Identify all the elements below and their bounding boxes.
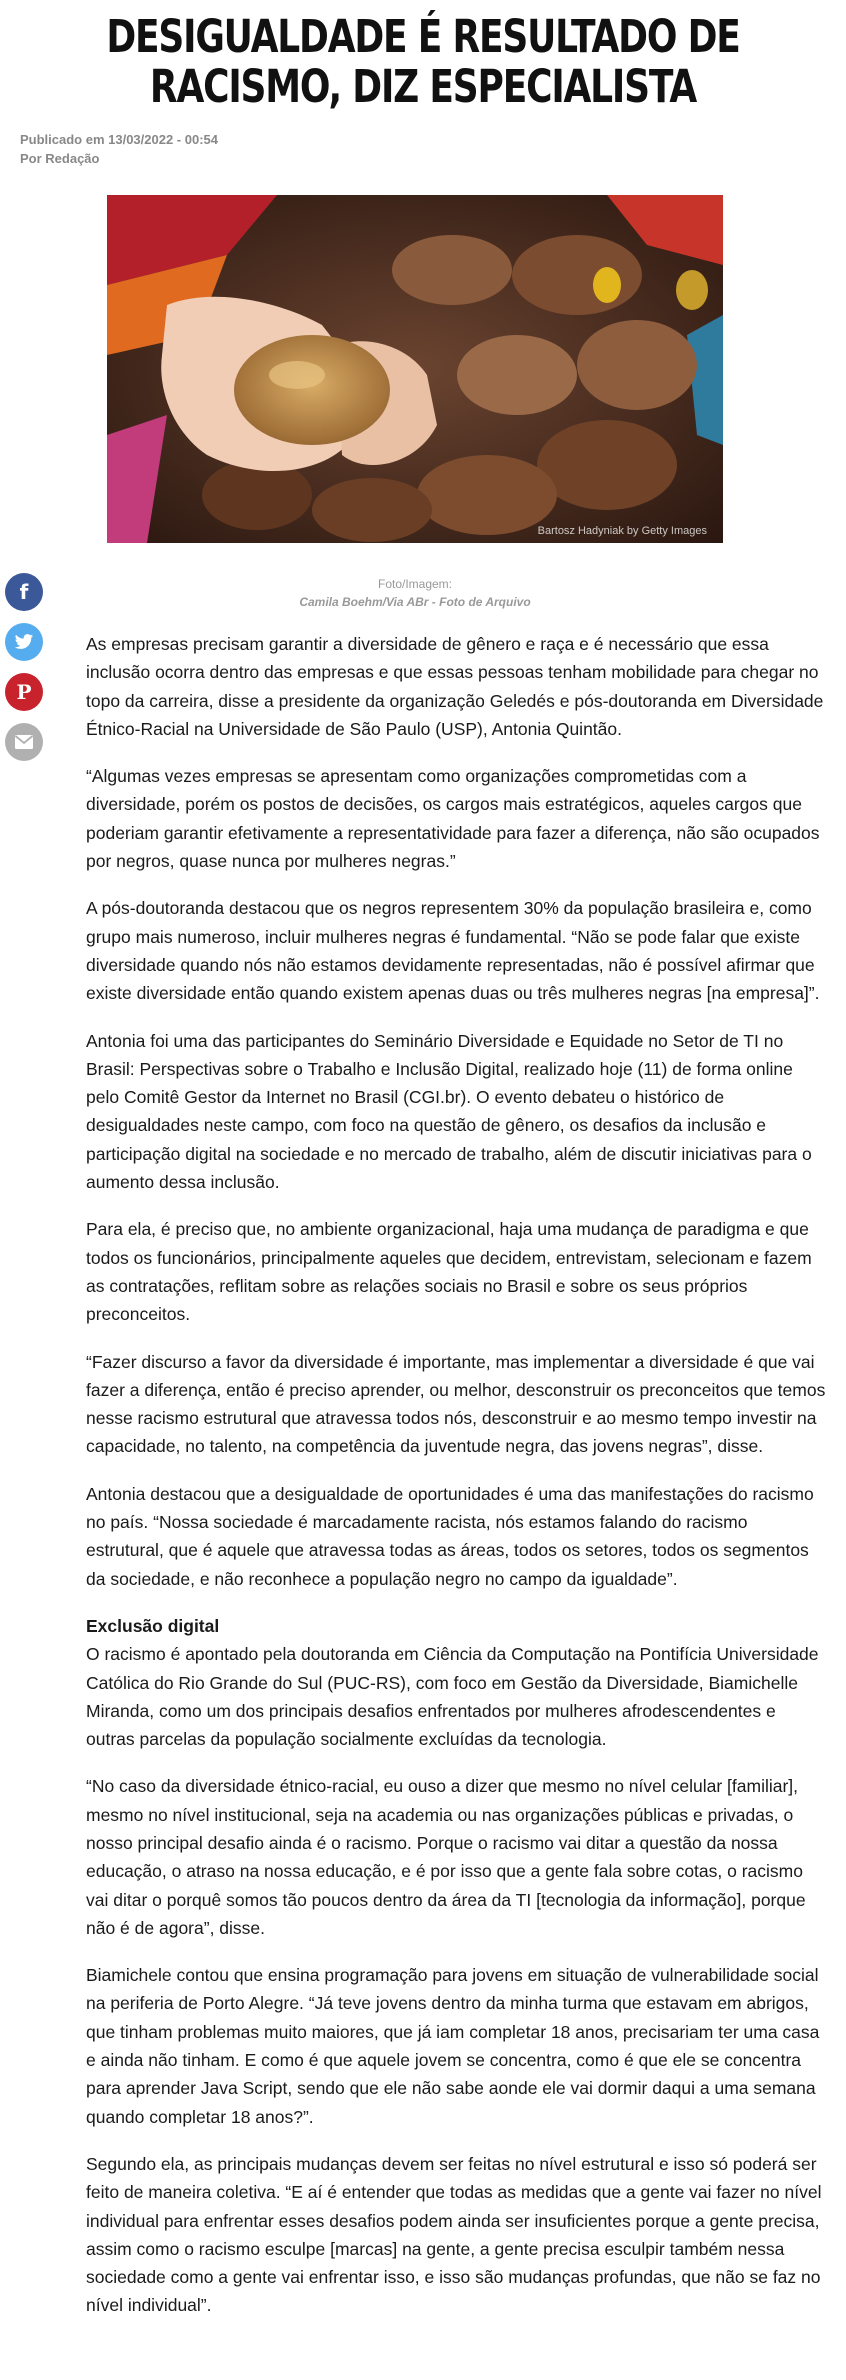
caption-credit: Camila Boehm/Via ABr - Foto de Arquivo	[299, 595, 531, 609]
article-paragraph: Para ela, é preciso que, no ambiente organizacional, haja uma mudança de paradigma e que todos os funcionários, principalmente aqueles que decidem, entrevistam, selecionam e fazem as contratações, reflitam sobre as relações sociais no Brasil e sobre os seus próprios preconceitos.	[86, 1219, 812, 1325]
article-body	[86, 630, 826, 2339]
section-heading: Exclusão digital	[86, 1615, 220, 1636]
share-twitter-button[interactable]	[5, 623, 43, 661]
twitter-icon	[14, 632, 34, 652]
article-paragraph: As empresas precisam garantir a diversidade de gênero e raça e é necessário que essa inclusão ocorra dentro das empresas e que essas pessoas tenham mobilidade para chegar no topo da carreira, disse a presidente da organização Geledés e pós-doutoranda em Diversidade Étnico-Racial na Universidade de São Paulo (USP), Antonia Quintão.	[86, 634, 824, 739]
publish-date: Publicado em 13/03/2022 - 00:54	[20, 132, 218, 147]
caption-label: Foto/Imagem:	[377, 577, 453, 591]
article-paragraph: Antonia foi uma das participantes do Seminário Diversidade e Equidade no Setor de TI no Brasil: Perspectivas sobre o Trabalho e Inclusão Digital, realizado hoje (11) de forma online pelo Comitê Gestor da Internet no Brasil (CGI.br). O evento debateu o histórico de desigualdades neste campo, com foco na questão de gênero, os desafios da inclusão e participação digital na sociedade e no mercado de trabalho, além de discutir iniciativas para o aumento dessa inclusão.	[86, 1030, 812, 1193]
article-paragraph: “No caso da diversidade étnico-racial, eu ouso a dizer que mesmo no nível celular [familiar], mesmo no nível institucional, seja na academia ou nas organizações públicas e privadas, o nosso principal desafio ainda é o racismo. Porque o racismo vai ditar a questão da nossa educação, o atraso na nossa educação, e é por isso que a gente fala sobre cotas, o racismo vai ditar o porquê somos tão poucos dentro da área da TI [tecnologia da informação], porque não é de agora”, disse.	[86, 1776, 806, 1938]
image-watermark: Bartosz Hadyniak by Getty Images	[537, 525, 707, 537]
hands-with-grain-illustration	[107, 195, 723, 543]
article-meta	[20, 130, 218, 168]
article-paragraph: A pós-doutoranda destacou que os negros representem 30% da população brasileira e, como grupo mais numeroso, incluir mulheres negras é fundamental. “Não se pode falar que existe diversidade quando nós não estamos devidamente representadas, não é possível afirmar que existe diversidade então quando existem apenas duas ou três mulheres negras [na empresa]”.	[86, 898, 820, 1004]
article-paragraph: O racismo é apontado pela doutoranda em Ciência da Computação na Pontifícia Universidade Católica do Rio Grande do Sul (PUC-RS), com foco em Gestão da Diversidade, Biamichelle Miranda, como um dos principais desafios enfrentados por mulheres afrodescendentes e outras parcelas da população socialmente excluídas da tecnologia.	[86, 1644, 819, 1750]
author-byline: Por Redação	[20, 151, 100, 166]
image-caption	[107, 575, 723, 611]
facebook-icon: f	[19, 580, 29, 604]
article-paragraph: Segundo ela, as principais mudanças devem ser feitas no nível estrutural e isso só poderá ser feito de maneira coletiva. “E aí é entender que todas as medidas que a gente vai fazer no nível individual para enfrentar esses desafios podem ainda ser insuficientes porque a gente precisa, assim como o racismo esculpe [marcas] na gente, a gente precisa esculpir também nessa sociedade como a gente vai enfrentar isso, e isso são mudanças profundas, que não se faz no nível individual”.	[86, 2153, 822, 2316]
article-paragraph: “Fazer discurso a favor da diversidade é importante, mas implementar a diversidade é que vai fazer a diferença, então é preciso aprender, ou melhor, desconstruir os preconceitos que temos nesse racismo estrutural que atravessa todos nós, desconstruir e ao mesmo tempo investir na capacidade, no talento, na competência da juventude negra, das jovens negras”, disse.	[86, 1351, 826, 1457]
share-email-button[interactable]	[5, 723, 43, 761]
share-facebook-button[interactable]	[5, 573, 43, 611]
article-paragraph: Antonia destacou que a desigualdade de oportunidades é uma das manifestações do racismo no país. “Nossa sociedade é marcadamente racista, nós estamos falando do racismo estrutural, que é aquele que atravessa todas as áreas, todos os setores, todos os segmentos da sociedade, e não reconhece a população negro no campo da igualdade”.	[86, 1483, 814, 1589]
share-pinterest-button[interactable]	[5, 673, 43, 711]
article-paragraph: Biamichele contou que ensina programação para jovens em situação de vulnerabilidade social na periferia de Porto Alegre. “Já teve jovens dentro da minha turma que estavam em abrigos, que tinham problemas muito maiores, que já iam completar 18 anos, precisariam ter uma casa e ainda não tinham. E como é que aquele jovem se concentra, como é que ele se concentra para aprender Java Script, sendo que ele não sabe aonde ele vai dormir daqui a uma semana quando completar 18 anos?”.	[86, 1965, 820, 2127]
email-icon	[14, 734, 34, 750]
article-image	[107, 195, 723, 543]
pinterest-icon: P	[16, 680, 32, 704]
article-title: DESIGUALDADE É RESULTADO DE RACISMO, DIZ ESPECIALISTA	[106, 10, 740, 113]
article-paragraph: “Algumas vezes empresas se apresentam como organizações comprometidas com a diversidade, porém os postos de decisões, os cargos mais estratégicos, aqueles cargos que poderiam garantir efetivamente a representatividade para fazer a diferença, não são ocupados por negros, quase nunca por mulheres negras.”	[86, 766, 820, 872]
